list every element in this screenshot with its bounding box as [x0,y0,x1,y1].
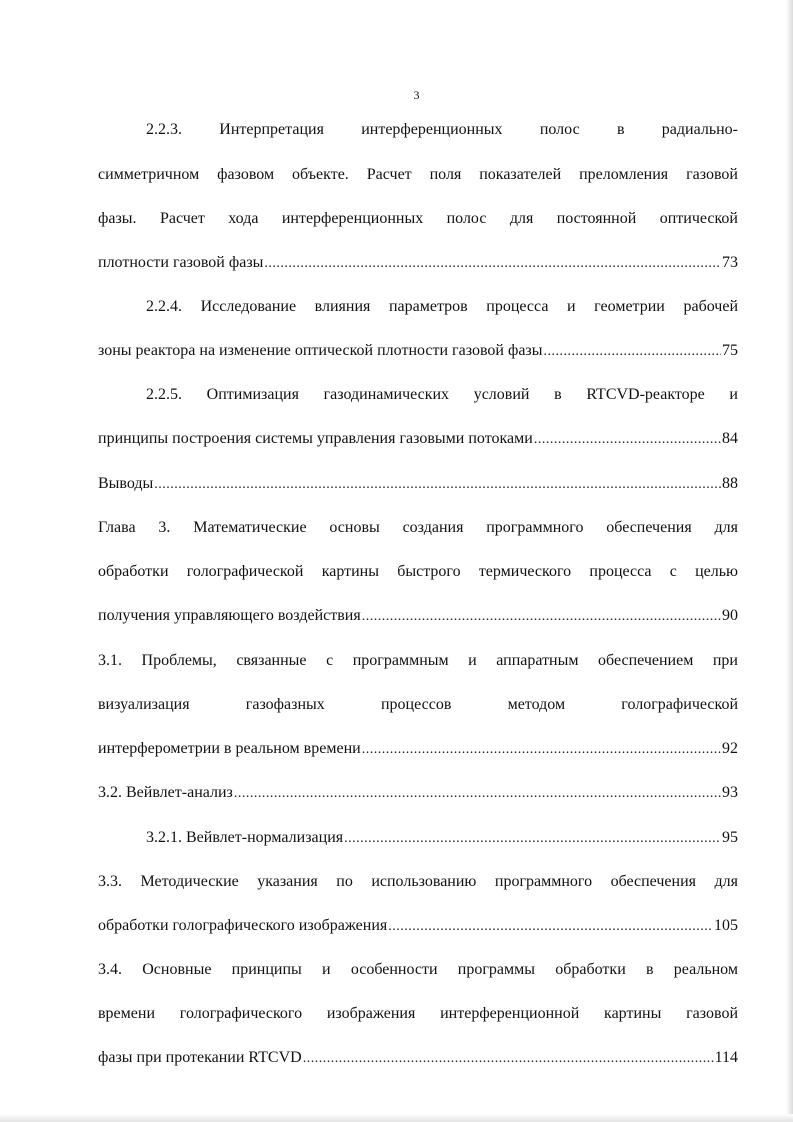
dot-leader [544,341,722,363]
dot-leader [303,1048,714,1070]
dot-leader [154,474,721,496]
toc-conclusions-label: Выводы [98,475,154,492]
toc-2-2-4-line-2: зоны реактора на изменение оптической плотности газовой фазы [98,342,543,359]
toc-3-4-entry [98,1047,738,1069]
toc-3-1-line-1: 3.1. Проблемы, связанные с программным и аппаратным обеспечением при [98,652,738,669]
dot-leader [234,783,721,805]
toc-3-3-line-2: обработки голографического изображения [98,917,388,934]
toc-2-2-5-line-2: принципы построения системы управления газовыми потоками [98,430,533,447]
dot-leader [344,828,721,850]
toc-2-2-4-page: 75 [722,342,738,359]
toc-3-2-page: 93 [722,784,738,801]
toc-3-2-1-page: 95 [722,829,738,846]
toc-chapter-3-line-2: обработки голографической картины быстрого термического процесса с целью [98,563,738,580]
toc-2-2-3-page: 73 [722,254,738,271]
toc-2-2-4-line-1: 2.2.4. Исследование влияния параметров процесса и геометрии рабочей [146,298,738,315]
scan-edge-shadow [786,0,793,1122]
toc-conclusions-entry [98,473,738,495]
toc-chapter-3-line-3: получения управляющего воздействия [98,607,361,624]
toc-3-1-line-3: интерферометрии в реальном времени [98,740,361,757]
toc-3-4-line-3: фазы при протекании RTCVD [98,1049,302,1066]
toc-2-2-3-line-4: плотности газовой фазы [98,254,264,271]
toc-3-2-label: 3.2. Вейвлет-анализ [98,784,233,801]
toc-2-2-3-line-2: симметричном фазовом объекте. Расчет поля показателей преломления газовой [98,166,738,183]
toc-3-4-line-2: времени голографического изображения интерференционной картины газовой [98,1005,738,1022]
toc-chapter-3-entry [98,605,738,627]
toc-3-2-1-label: 3.2.1. Вейвлет-нормализация [146,829,344,846]
toc-3-2-entry [98,782,738,804]
page-number: 3 [413,88,420,102]
toc-2-2-3-entry [98,252,738,274]
toc-chapter-3-line-1: Глава 3. Математические основы создания программного обеспечения для [98,519,738,536]
toc-3-3-page: 105 [714,917,738,934]
dot-leader [388,916,713,938]
toc-2-2-4-entry [98,340,738,362]
dot-leader [362,739,721,761]
toc-2-2-3-line-1: 2.2.3. Интерпретация интерференционных полос в радиально- [146,121,738,138]
dot-leader [362,606,721,628]
toc-3-1-page: 92 [722,740,738,757]
toc-chapter-3-page: 90 [722,607,738,624]
toc-2-2-3-line-3: фазы. Расчет хода интерференционных полос для постоянной оптической [98,210,738,227]
toc-3-4-page: 114 [714,1049,738,1066]
toc-conclusions-page: 88 [722,475,738,492]
toc-3-3-line-1: 3.3. Методические указания по использованию программного обеспечения для [98,873,738,890]
toc-3-3-entry [98,915,738,937]
toc-2-2-5-entry [98,428,738,450]
toc-2-2-5-line-1: 2.2.5. Оптимизация газодинамических условий в RTCVD-реакторе и [146,386,738,403]
toc-2-2-5-page: 84 [722,430,738,447]
toc-3-2-1-entry [146,827,738,849]
toc-3-1-line-2: визуализация газофазных процессов методом голографической [98,696,738,713]
toc-3-1-entry [98,738,738,760]
toc-3-4-line-1: 3.4. Основные принципы и особенности программы обработки в реальном [98,961,738,978]
dot-leader [264,253,721,275]
scan-bottom-shadow [0,1114,793,1122]
dot-leader [534,429,721,451]
